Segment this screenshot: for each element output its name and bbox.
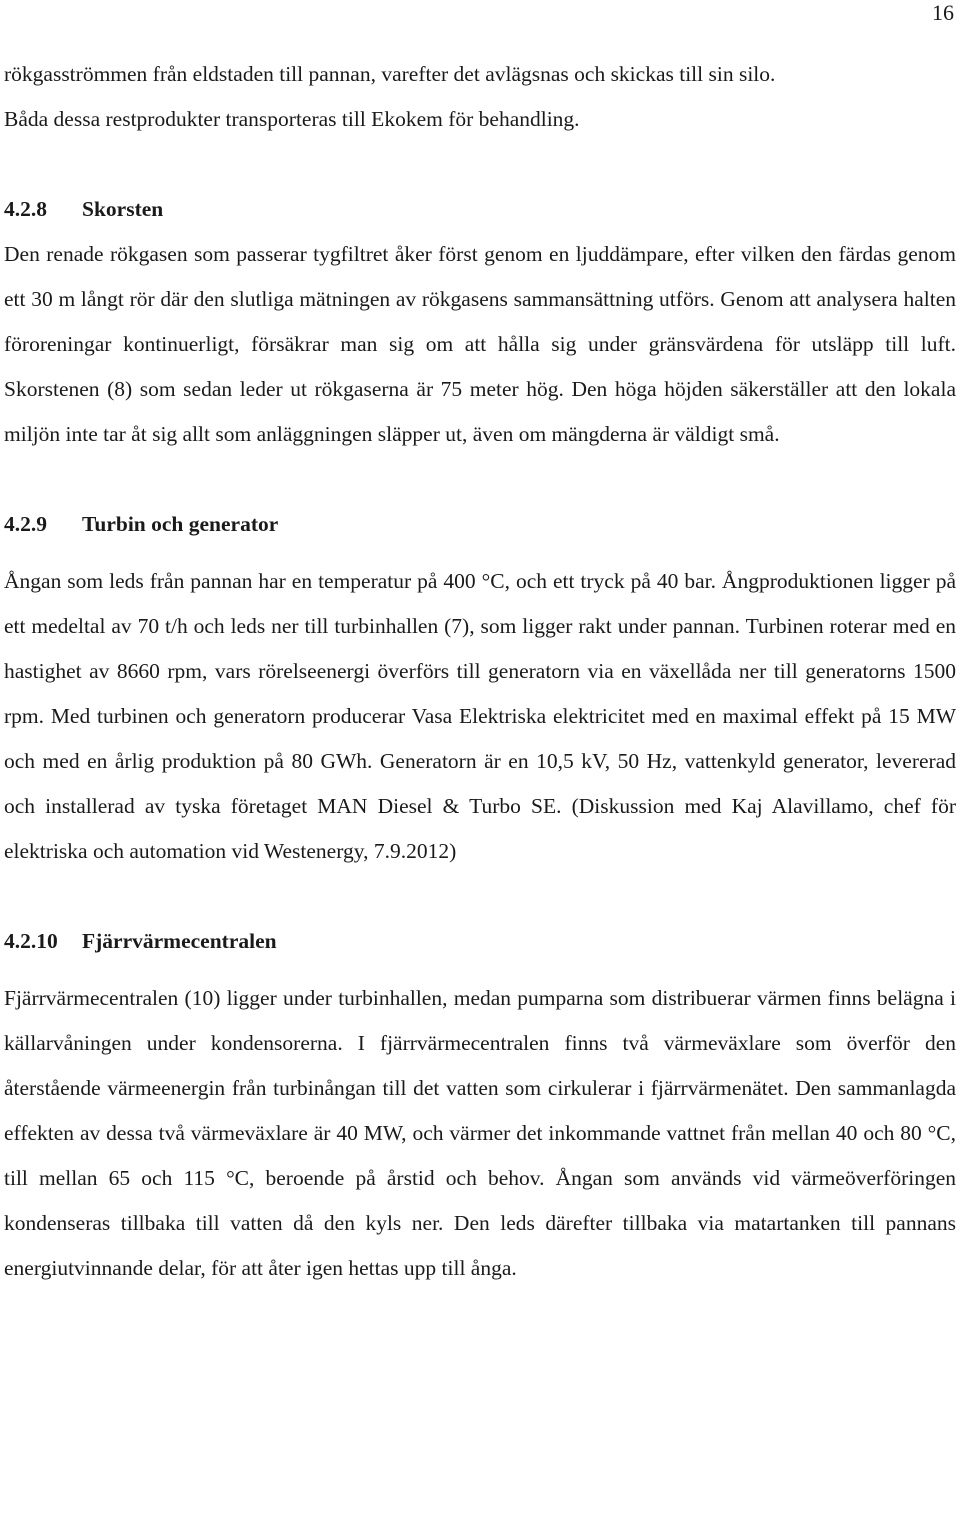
section-heading-turbin xyxy=(4,502,956,547)
document-body xyxy=(4,52,956,1291)
spacer xyxy=(4,874,956,919)
page-number: 16 xyxy=(932,0,954,25)
section-number: 4.2.8 xyxy=(4,197,47,221)
spacer xyxy=(4,964,956,976)
intro-line-2: Båda dessa restprodukter transporteras till Ekokem för behandling. xyxy=(4,107,580,131)
section-heading-fjarrvarme xyxy=(4,919,956,964)
section-text-skorsten: Den renade rökgasen som passerar tygfiltret åker först genom en ljuddämpare, efter vilken den färdas genom ett 30 m långt rör där den slutliga mätningen av rökgasens sammansättning utförs. Genom att analysera halten föroreningar kontinuerligt, försäkrar man sig om att hålla sig under gränsvärdena för utsläpp till luft. Skorstenen (8) som sedan leder ut rökgaserna är 75 meter hög. Den höga höjden säkerställer att den lokala miljön inte tar åt sig allt som anläggningen släpper ut, även om mängderna är väldigt små. xyxy=(4,242,956,446)
section-title: Fjärrvärmecentralen xyxy=(82,929,277,953)
section-title: Skorsten xyxy=(82,197,164,221)
spacer xyxy=(4,142,956,187)
section-title: Turbin och generator xyxy=(82,512,279,536)
section-heading-skorsten xyxy=(4,187,956,232)
spacer xyxy=(4,457,956,502)
section-number: 4.2.10 xyxy=(4,929,58,953)
section-number: 4.2.9 xyxy=(4,512,47,536)
spacer xyxy=(4,547,956,559)
section-text-fjarrvarme: Fjärrvärmecentralen (10) ligger under turbinhallen, medan pumparna som distribuerar värmen finns belägna i källarvåningen under kondensorerna. I fjärrvärmecentralen finns två värmeväxlare som överför den återstående värmeenergin från turbinångan till det vatten som cirkulerar i fjärrvärmenätet. Den sammanlagda effekten av dessa två värmeväxlare är 40 MW, och värmer det inkommande vattnet från mellan 40 och 80 °C, till mellan 65 och 115 °C, beroende på årstid och behov. Ångan som används vid värmeöverföringen kondenseras tillbaka till vatten då den kyls ner. Den leds därefter tillbaka via matartanken till pannans energiutvinnande delar, för att åter igen hettas upp till ånga. xyxy=(4,986,956,1280)
intro-line-1: rökgasströmmen från eldstaden till pannan, varefter det avlägsnas och skickas till sin silo. xyxy=(4,62,776,86)
section-text-turbin: Ångan som leds från pannan har en temperatur på 400 °C, och ett tryck på 40 bar. Ångproduktionen ligger på ett medeltal av 70 t/h och leds ner till turbinhallen (7), som ligger rakt under pannan. Turbinen roterar med en hastighet av 8660 rpm, vars rörelseenergi överförs till generatorn via en växellåda ner till generatorns 1500 rpm. Med turbinen och generatorn producerar Vasa Elektriska elektricitet med en maximal effekt på 15 MW och med en årlig produktion på 80 GWh. Generatorn är en 10,5 kV, 50 Hz, vattenkyld generator, levererad och installerad av tyska företaget MAN Diesel & Turbo SE. (Diskussion med Kaj Alavillamo, chef för elektriska och automation vid Westenergy, 7.9.2012) xyxy=(4,569,956,863)
